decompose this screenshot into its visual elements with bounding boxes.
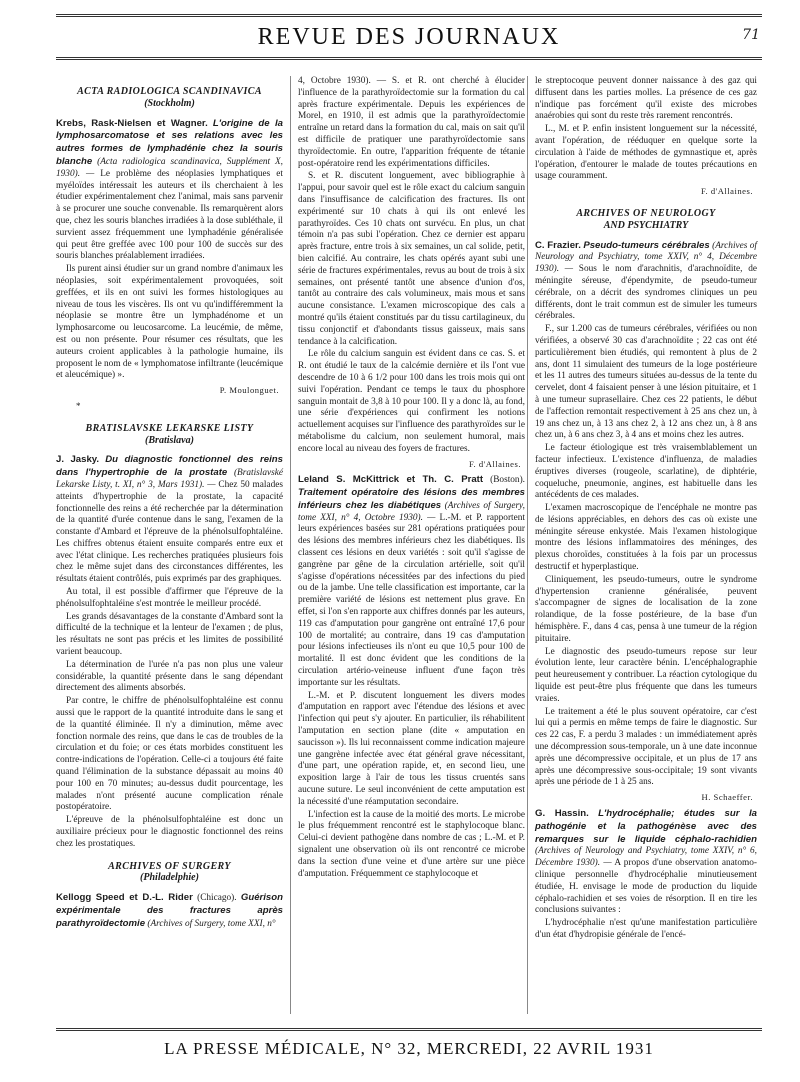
article-paragraph: le streptocoque peuvent donner naissance à des gaz qui diffusent dans les parties molles. La présence de ces gaz n'indique pas forcément qu'il existe des microbes anaérobies qui sont du reste très rarement rencontrés. [535, 76, 757, 122]
article-paragraph: Le rôle du calcium sanguin est évident dans ce cas. S. et R. ont étudié le taux de la calcémie dernière et ils l'ont vue descendre de 10 à 6 1/2 pour 100 dans les trois mois qui ont suivi l'opération. Pendant ce temps le taux du phosphore sanguin montait de 3,8 à 10 pour 100. Il y a donc là, au fond, une série d'expériences qui confirment les notions actuellement acquises sur l'influence des parathyroïdes sur le métabolisme du calcium, non seulement humoral, mais encore local au niveau des foyers de fractures. [298, 349, 525, 454]
page-title: REVUE DES JOURNAUX [257, 23, 561, 50]
page-number: 71 [742, 27, 760, 43]
article-lead [56, 892, 283, 930]
article-paragraph: La détermination de l'urée n'a pas non plus une valeur considérable, la quantité présente dans le sang dépendant directement des aliments absorbés. [56, 659, 283, 694]
section-heading: BRATISLAVSKE LEKARSKE LISTY [85, 422, 254, 434]
article-paragraph: Les grands désavantages de la constante d'Ambard sont la difficulté de la technique et la lenteur de l'examen ; de plus, les résultats ne sont pas précis et les limites de possibilité varient beaucoup. [56, 611, 283, 658]
article-lead [535, 240, 757, 324]
page-footer [56, 1028, 762, 1059]
column-left [56, 76, 288, 1014]
section-subheading: AND PSYCHIATRY [603, 219, 689, 231]
article-paragraph: S. et R. discutent longuement, avec bibliographie à l'appui, pour savoir quel est le rôle exact du calcium sanguin dans l'insuffisance de calcification des fractures. Ils ont expérimenté sur 10 chats à qui ils ont enlevé les parathyroïdes. Ces 10 chats ont survécu. En plus, un chat témoin n'a pas subi l'opération. Chez ce dernier est apparu après fracture, entre trois à six semaines, un cal solide, petit, bien calcifié. Au contraire, les chats opérés ayant subi une série de fractures expérimentales, revus au bout de trois à six semaines, ont présenté tantôt une absence d'union d'os, tantôt au contraire des cals volumineux, mais mous et sans aucune consistance. L'examen microscopique des cals a montré qu'ils étaient constitués par du tissu cartilagineux, du tissu conjonctif et d'abondants tissus gaisseux, mais sans tendance à la calcification. [298, 171, 525, 347]
column-divider [290, 76, 291, 1014]
article-signature: F. d'Allaines. [468, 458, 521, 469]
article-paragraph: L.-M. et P. discutent longuement les divers modes d'amputation en rapport avec l'étendue des lésions et avec l'infection qui peut s'y ajouter. En particulier, ils réhabilitent l'amputation en section plane (dite « amputation en saucisson »). Ils lui reconnaissent comme indication majeure une gangrène infectée avec état général grave nécessitant, d'une part, une opération rapide, et, en second lieu, une exposition large à l'air de tous les tissus cruentés sans aucune suture. Le seul inconvénient de cette amputation est la nécessité d'une réamputation secondaire. [298, 690, 525, 807]
article-lead [535, 808, 757, 917]
article-lead [56, 118, 283, 264]
article-paragraph: Par contre, le chiffre de phénolsulfophtaléine est connu aussi que le rapport de la quantité introduite dans le sang et de la quantité éliminée. Il n'y a diminution, même avec fonction normale des reins, que dans le cas de troubles de la circulation et du foie; or ces états morbides constituent les contre-indications de l'opération. Celle-ci a toujours été faite quand l'élimination de la substance dépassait au moins 40 pour 100 en 70 minutes; au-dessus dudit pourcentage, les malades n'ont présenté aucune complication rénale postopératoire. [56, 696, 283, 813]
article-city: (Boston). [490, 475, 525, 486]
article-title: Du diagnostic fonctionnel des reins dans l'hypertrophie de la prostate [56, 454, 283, 479]
article-columns [56, 76, 762, 1014]
article-paragraph: F., sur 1.200 cas de tumeurs cérébrales, vérifiées ou non vérifiées, a observé 30 cas d'arachnoïdite ; 22 cas ont été particulièrement bien étudiés, qui remontent à plus de 2 ans, dont 11 simulaient des tumeurs de la loge postérieure et les 11 autres des tumeurs situées au-dessus de la tente du cervelet, dont 4 faisaient penser à une lésion pituitaire, et 1 à une tumeur suprasellaire. Chez ces 22 patients, le début de l'affection remontait respectivement à 25 ans chez un, à 19 ans chez un, à 13 ans chez 2, à 12 ans chez un, à 8 ans chez un, à 6 ans chez 3, à 4 ans et moins chez les autres. [535, 324, 757, 441]
section-heading: ACTA RADIOLOGICA SCANDINAVICA [77, 86, 262, 97]
article-paragraph: L., M. et P. enfin insistent longuement sur la nécessité, avant l'opération, de rééduquer en quelque sorte la circulation à l'aide de méthodes de gymnastique et, après l'opération, d'entourer le malade de toutes précautions en usage couramment. [535, 124, 757, 182]
article-title: Traitement opératoire des lésions des membres inférieurs chez les diabétiques [298, 487, 525, 511]
article-text: L.-M. et P. rapportent leurs expériences basées sur 281 opérations pratiquées pour des lésions des membres inférieurs chez les diabétiques. Ils classent ces lésions en deux variétés : soit qu'il s'agisse de gangrène par gêne de la circulation artérielle, soit qu'il s'agisse d'opérations nécessitées par des infections du pied ou de la jambe. Une telle classification est importante, car la première variété de lésions est nettement plus grave. En effet, si l'on s'en rapporte aux chiffres donnés par les auteurs, 119 cas d'amputation pour gangrène ont entraîné 17,6 pour 100 de mortalité; au contraire, dans 19 cas d'amputation pour lésions infectieuses ils n'ont eu que 10,5 pour 100 de mortalité. Il est donc évident que les conditions de la circulation artério-veineuse influent d'une façon très importante sur les résultats. [298, 512, 525, 688]
section-subheading: (Philadelphie) [140, 872, 199, 884]
article-paragraph: L'infection est la cause de la moitié des morts. Le microbe le plus fréquemment rencontré est le staphylocoque blanc. Celui-ci devient pathogène dans nombre de cas ; L.-M. et P. signalent une observation où ils ont rencontré ce microbe dans la section d'une veine et d'une artère sur une pièce d'amputation. Fréquemment ce staphylocoque et [298, 809, 525, 879]
page-header [56, 17, 762, 57]
article-lead [298, 474, 525, 689]
article-city: (Chicago). [197, 893, 237, 904]
footer-rule [56, 1028, 762, 1031]
article-title: Guérison expérimentale des fractures après parathyroïdectomie [56, 892, 283, 929]
section-heading: ARCHIVES OF NEUROLOGY [576, 207, 716, 219]
article-authors: Leland S. McKittrick et Th. C. Pratt [298, 474, 484, 486]
article-title: L'hydrocéphalie; études sur la pathogénie et la pathogénèse avec des remarques sur le liquide céphalo-rachidien [535, 808, 758, 845]
article-title: L'origine de la lymphosarcomatose et ses relations avec les autres formes de lymphadénie chez la souris blanche [56, 117, 283, 167]
header-rule-bottom [56, 57, 762, 60]
section-subheading: (Bratislava) [145, 434, 194, 446]
article-paragraph: L'hydrocéphalie n'est qu'une manifestation particulière d'un état d'hydropisie générale de l'encé- [535, 918, 757, 940]
article-source: (Archives of Neurology and Psychiatry, tome XXIV, n° 4, Décembre 1930). — [535, 240, 758, 275]
article-paragraph: Ils purent ainsi étudier sur un grand nombre d'animaux les néoplasies, soit expérimentalement provoquées, soit greffées, et ils en ont suivi les formes histologiques au niveau de tous les viscères. Ils ont vu qu'indifféremment la néoplasie se montre être un lymphadénome et un lymphosarcome ou leucosarcome. La leucémie, de même, est ou non présente. Pour résumer ces résultats, que les auteurs croient applicables à la pathologie humaine, ils proposent le nom de « lymphomatose infiltrante (leucémique et aleucémique) ». [56, 264, 283, 381]
article-paragraph: L'examen macroscopique de l'encéphale ne montre pas de lésions appréciables, en dehors des cas où existe une méningite séreuse enkystée. Mais l'examen histologique montre des lésions inflammatoires des méninges, des plexus choroïdes, constituées à la fois par un processus destructif et hyperplastique. [535, 503, 757, 573]
article-signature: H. Schaeffer. [701, 792, 753, 803]
article-lead [56, 454, 283, 586]
article-signature: P. Moulonguet. [219, 385, 279, 396]
article-source: (Acta radiologica scandinavica, Supplément X, 1930). — [56, 156, 283, 179]
article-signature: F. d'Allaines. [700, 186, 753, 197]
article-authors: Krebs, Rask-Nielsen et Wagner. [56, 117, 208, 129]
article-authors: G. Hassin. [535, 808, 589, 820]
article-source: (Archives of Neurology and Psychiatry, tome XXIV, n° 6, Décembre 1930). — [535, 846, 757, 869]
article-title: Pseudo-tumeurs cérébrales [583, 239, 710, 251]
section-heading: ARCHIVES OF SURGERY [108, 860, 231, 872]
article-paragraph: Le facteur étiologique est très vraisemblablement un facteur infectieux. L'existence d'influenza, de maladies éruptives diverses (rougeole, scarlatine), de diphtérie, coqueluche, pneumonie, angines, est habituelle dans les antécédents de ces malades. [535, 443, 757, 501]
article-paragraph: Au total, il est possible d'affirmer que l'épreuve de la phénolsulfophtaléine s'est montrée le meilleur procédé. [56, 587, 283, 609]
article-authors: Kellogg Speed et D.-L. Rider [56, 892, 193, 904]
footer-text: LA PRESSE MÉDICALE, N° 32, MERCREDI, 22 AVRIL 1931 [164, 1039, 654, 1058]
column-right [530, 76, 762, 1014]
article-source: (Archives of Surgery, tome XXI, n° [147, 918, 276, 929]
article-paragraph: Cliniquement, les pseudo-tumeurs, outre le syndrome d'hypertension cranienne généralisée, peuvent s'accompagner de signes de localisation de la zone rolandique, de la fosse postérieure, de la base d'un hémisphère. F., dans 4 cas, pensa à une tumeur de la région pituitaire. [535, 574, 757, 644]
article-paragraph: Le traitement a été le plus souvent opératoire, car c'est lui qui a permis en même temps de faire le diagnostic. Sur ces 22 cas, F. a perdu 3 malades : un immédiatement après une décompression sous-temporale, un à une date inconnue après une décompressive occipitale, et un plus de 17 ans après une décompressive sous-occipitale; 19 sont vivants après une période de 1 à 25 ans. [535, 706, 757, 788]
article-source: (Bratislavské Lekarske Listy, t. XI, n° 3, Mars 1931). — [56, 468, 284, 490]
article-text: A propos d'une observation anatomo-clinique personnelle d'hydrocéphalie minutieusement étudiée, H. envisage le mode de production du liquide céphalo-rachidien et ses voies de résorption. Il en tire les conclusions suivantes : [535, 858, 757, 916]
article-text: Chez 50 malades atteints d'hypertrophie de la prostate, la capacité fonctionnelle des reins a été recherchée par la détermination de la quantité d'urée contenue dans le sang, l'examen de la constante d'Ambard et l'épreuve de la phénolsulfophtaléine. Les chiffres obtenus étaient ensuite comparés entre eux et avec l'état clinique. Les recherches pratiquées plusieurs fois chez le même sujet dans des circonstances différentes, les résultats étaient contrôlés, puis exprimés par des graphiques. [56, 479, 283, 585]
article-paragraph: Le diagnostic des pseudo-tumeurs repose sur leur évolution lente, leur caractère bénin. L'encéphalographie peut heureusement y contribuer. La réaction cytologique du liquide est peut-être plus fréquente que dans les tumeurs vraies. [535, 646, 757, 704]
journal-page [56, 14, 762, 1074]
article-text: Sous le nom d'arachnitis, d'arachnoïdite, de méningite séreuse, d'épendymite, de pseudo-tumeur cérébrale, on a décrit des syndromes cliniques un peu différents, dont le trait commun est de simuler les tumeurs cérébrales. [535, 264, 757, 322]
column-divider [527, 76, 528, 1014]
article-paragraph: 4, Octobre 1930). — S. et R. ont cherché à élucider l'influence de la parathyroïdectomie sur la formation du cal après fracture expérimentale. Depuis les expériences de Morel, en 1910, il est admis que la parathyroïdectomie entraîne un retard dans la formation du cal, mais on sait qu'il est difficile de pratiquer une parathyroïdectomie sans thyroïdectomie. En outre, l'apparition fréquente de tétanie post-opératoire rend les expérimentations difficiles. [298, 76, 525, 169]
article-authors: J. Jasky. [56, 454, 100, 466]
article-text: Le problème des néoplasies lymphatiques et myéloïdes intéressait les auteurs et ils cherchaient à les étudier expérimentalement chez l'animal, mais sans parvenir à se procurer une souche convenable. Ils remarquèrent alors que, chez les souris blanches irradiées à la dose subléthale, il survient assez fréquemment une lymphadénie généralisée qui peut être greffée avec 100 pour 100 de succès sur des souris blanches préalablement irradiées. [56, 168, 283, 262]
article-authors: C. Frazier. [535, 239, 581, 251]
separator-asterisk: * [76, 400, 81, 411]
article-source: (Archives of Surgery, tome XXI, n° 4, Octobre 1930). — [298, 500, 525, 523]
section-subheading: (Stockholm) [144, 97, 195, 109]
article-paragraph: L'épreuve de la phénolsulfophtaléine est donc un auxiliaire précieux pour le diagnostic fonctionnel des reins chez les prostatiques. [56, 815, 283, 849]
column-middle [293, 76, 525, 1014]
